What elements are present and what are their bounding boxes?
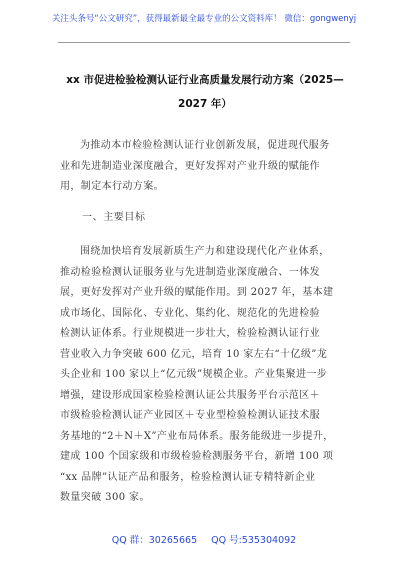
goal-line: 务基地的“2＋N＋X”产业布局体系。服务能级进一步提升， <box>60 430 334 442</box>
section-heading: 一、主要目标 <box>82 212 146 223</box>
title-line-1: xx 市促进检验检测认证行业高质量发展行动方案（2025— <box>66 74 344 86</box>
goal-line: 市级检验检测认证产业园区＋专业型检验检测认证技术服 <box>60 410 320 421</box>
goal-line: 推动检验检测认证服务业与先进制造业深度融合、一体发 <box>60 266 320 278</box>
intro-line: 业和先进制造业深度融合，更好发挥对产业升级的赋能作 <box>60 160 320 172</box>
goals-paragraph <box>60 242 346 509</box>
goal-line: 数量突破 300 家。 <box>60 492 150 503</box>
goal-line: 增强，建设形成国家检验检测认证公共服务平台示范区＋ <box>60 389 320 401</box>
goal-line: 展，更好发挥对产业升级的赋能作用。到 2027 年，基本建 <box>60 287 334 298</box>
intro-line: 为推动本市检验检测认证行业创新发展，促进现代服务 <box>80 140 330 151</box>
goal-line: 围绕加快培育发展新质生产力和建设现代化产业体系， <box>80 246 330 257</box>
goal-line: 成市场化、国际化、专业化、集约化、规范化的先进检验 <box>60 307 320 319</box>
goal-line: “xx 品牌”认证产品和服务，检验检测认证专精特新企业 <box>60 471 316 483</box>
title-line-2: 2027 年） <box>178 98 232 110</box>
goal-line: 检测认证体系。行业规模进一步壮大，检验检测认证行业 <box>60 328 320 339</box>
goal-line: 头企业和 100 家以上“亿元级”规模企业。产业集聚进一步 <box>60 369 328 380</box>
intro-line: 用，制定本行动方案。 <box>60 181 164 192</box>
document-title <box>50 68 360 116</box>
header-banner: 关注头条号“公文研究”，获得最新最全最专业的公文资料库！ 微信：gongwenyj <box>51 14 357 24</box>
footer-qq-number: QQ 号:535304092 <box>211 535 297 546</box>
goal-line: 营业收入力争突破 600 亿元，培育 10 家左右“十亿级”龙 <box>60 348 328 360</box>
header-divider <box>58 42 350 43</box>
goal-line: 建成 100 个国家级和市级检验检测服务平台，新增 100 项 <box>60 451 334 462</box>
intro-paragraph <box>60 136 346 198</box>
footer-contact <box>0 532 408 546</box>
footer-qq-group: QQ 群：30265665 <box>111 535 198 546</box>
